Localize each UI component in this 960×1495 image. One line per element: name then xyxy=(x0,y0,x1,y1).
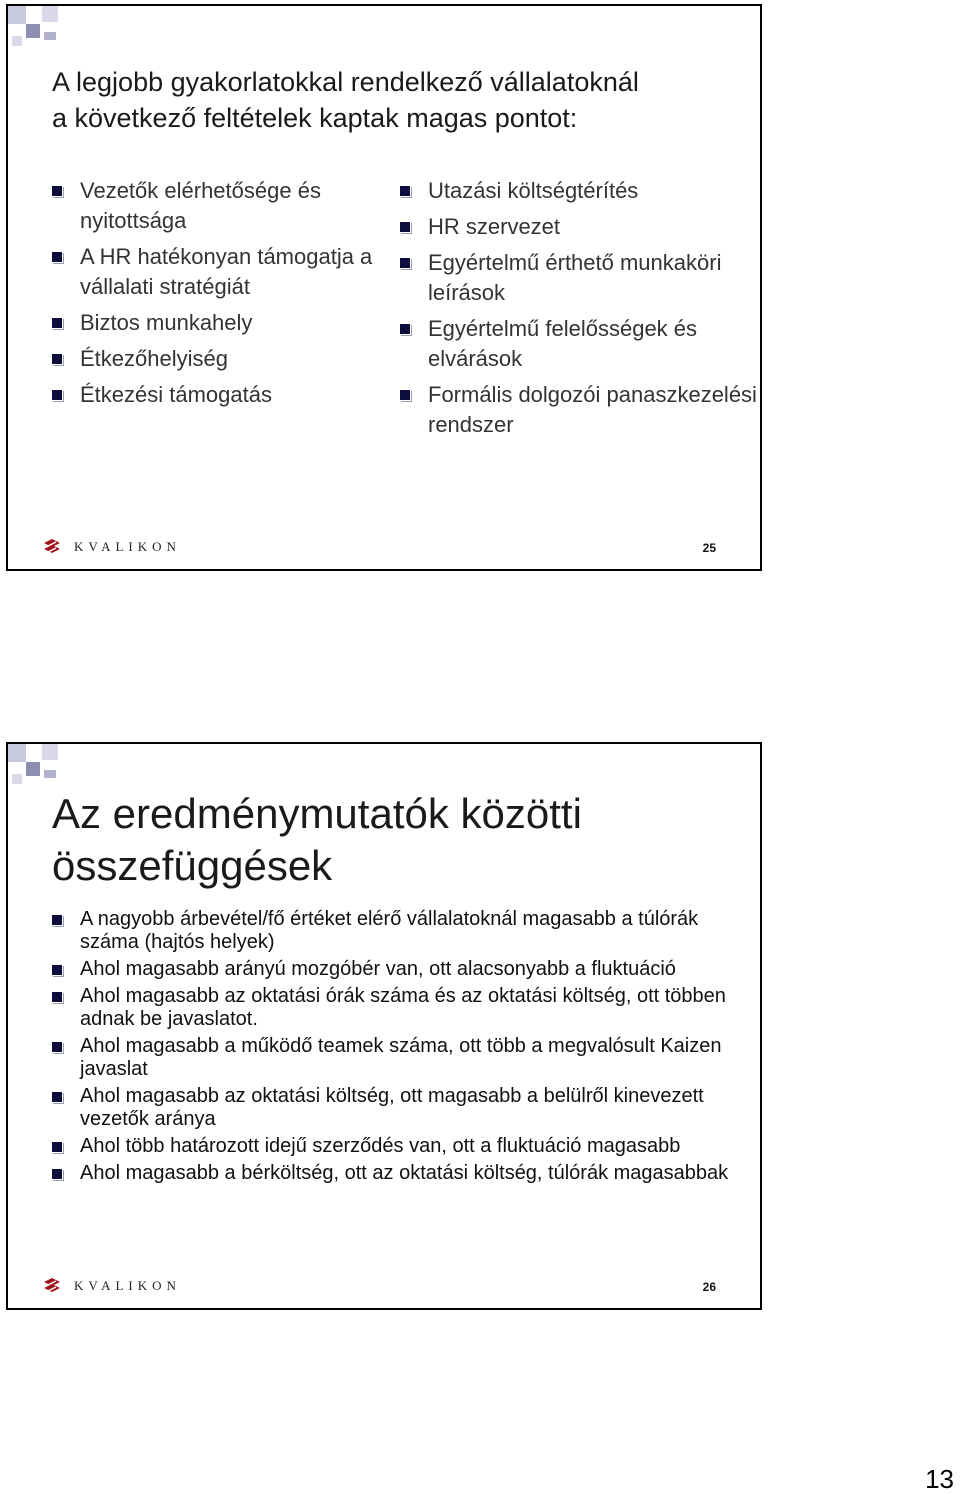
bullet-square-icon xyxy=(52,1092,62,1102)
list-item: Formális dolgozói panaszkezelési rendszer xyxy=(400,380,760,440)
bullet-square-icon xyxy=(52,1042,62,1052)
list-item: Utazási költségtérítés xyxy=(400,176,760,206)
list-item: Egyértelmű érthető munkaköri leírások xyxy=(400,248,760,308)
list-item: HR szervezet xyxy=(400,212,760,242)
bullet-list xyxy=(52,908,742,1189)
list-item: Vezetők elérhetősége és nyitottsága xyxy=(52,176,382,236)
slide-title xyxy=(52,64,742,136)
title-line: Az eredménymutatók közötti xyxy=(52,790,582,837)
left-bullet-list xyxy=(52,176,382,416)
slide-title xyxy=(52,788,742,892)
title-line: A legjobb gyakorlatokkal rendelkező vállalatoknál xyxy=(52,67,639,97)
list-item: Ahol magasabb a bérköltség, ott az oktatási költség, túlórák magasabbak xyxy=(52,1162,742,1185)
bullet-square-icon xyxy=(52,318,62,328)
list-item: Étkezőhelyiség xyxy=(52,344,382,374)
document-page-number: 13 xyxy=(925,1464,954,1494)
title-line: a következő feltételek kaptak magas pontot: xyxy=(52,103,578,133)
list-item: Biztos munkahely xyxy=(52,308,382,338)
bullet-square-icon xyxy=(52,1142,62,1152)
bullet-square-icon xyxy=(400,324,410,334)
footer-logo xyxy=(42,1276,181,1296)
bullet-square-icon xyxy=(52,992,62,1002)
logo-wordmark: KVALIKON xyxy=(74,1278,181,1293)
corner-decoration xyxy=(8,6,78,50)
bullet-square-icon xyxy=(52,915,62,925)
bullet-square-icon xyxy=(52,354,62,364)
bullet-square-icon xyxy=(52,252,62,262)
list-item: Ahol magasabb a működő teamek száma, ott több a megvalósult Kaizen javaslat xyxy=(52,1035,742,1081)
bullet-square-icon xyxy=(400,390,410,400)
corner-decoration xyxy=(8,744,78,788)
slide-26 xyxy=(6,742,762,1310)
bullet-square-icon xyxy=(52,1169,62,1179)
kvalikon-logo-icon xyxy=(42,539,62,555)
logo-wordmark: KVALIKON xyxy=(74,539,181,554)
title-line: összefüggések xyxy=(52,842,333,889)
slide-25 xyxy=(6,4,762,571)
bullet-square-icon xyxy=(52,390,62,400)
list-item: A HR hatékonyan támogatja a vállalati stratégiát xyxy=(52,242,382,302)
list-item: Egyértelmű felelősségek és elvárások xyxy=(400,314,760,374)
kvalikon-logo-icon xyxy=(42,1278,62,1294)
list-item: A nagyobb árbevétel/fő értéket elérő vállalatoknál magasabb a túlórák száma (hajtós helyek) xyxy=(52,908,742,954)
list-item: Ahol magasabb az oktatási költség, ott magasabb a belülről kinevezett vezetők aránya xyxy=(52,1085,742,1131)
slide-page-number: 26 xyxy=(702,1280,716,1294)
bullet-square-icon xyxy=(400,186,410,196)
list-item: Ahol több határozott idejű szerződés van, ott a fluktuáció magasabb xyxy=(52,1135,742,1158)
bullet-square-icon xyxy=(52,186,62,196)
bullet-square-icon xyxy=(52,965,62,975)
right-bullet-list xyxy=(400,176,760,446)
list-item: Ahol magasabb az oktatási órák száma és az oktatási költség, ott többen adnak be javaslatot. xyxy=(52,985,742,1031)
list-item: Étkezési támogatás xyxy=(52,380,382,410)
slide-page-number: 25 xyxy=(702,541,716,555)
bullet-square-icon xyxy=(400,258,410,268)
list-item: Ahol magasabb arányú mozgóbér van, ott alacsonyabb a fluktuáció xyxy=(52,958,742,981)
bullet-square-icon xyxy=(400,222,410,232)
footer-logo xyxy=(42,537,181,557)
